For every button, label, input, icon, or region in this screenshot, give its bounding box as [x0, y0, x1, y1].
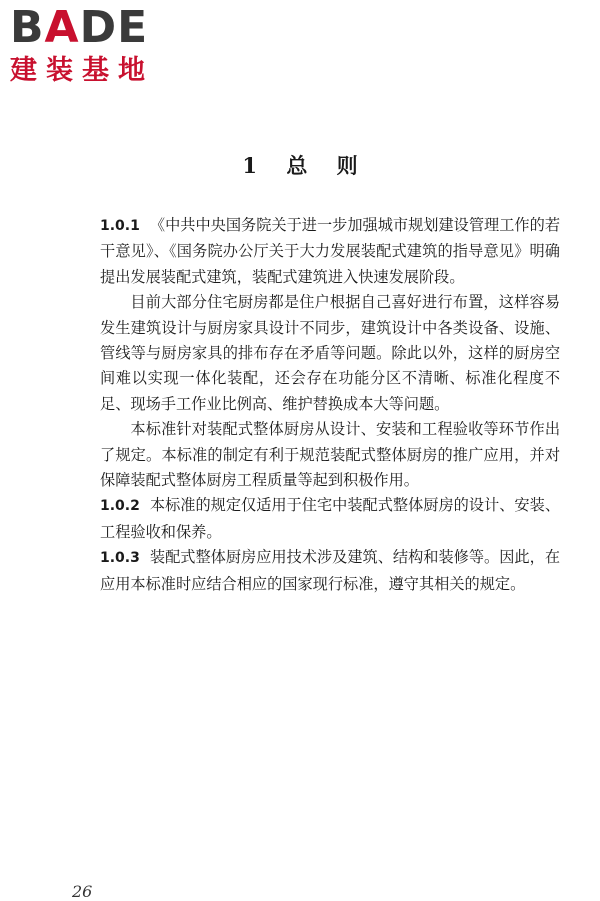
clause-text: 装配式整体厨房应用技术涉及建筑、结构和装修等。因此，在应用本标准时应结合相应的国家现行标准，遵守其相关的规定。	[100, 548, 560, 593]
clause-1-0-3	[100, 545, 560, 597]
clause-number: 1.0.1	[100, 218, 140, 234]
document-body	[100, 213, 560, 597]
logo-wordmark: BADE	[10, 2, 149, 53]
clause-number: 1.0.3	[100, 550, 140, 567]
clause-paragraph: 本标准针对装配式整体厨房从设计、安装和工程验收等环节作出了规定。本标准的制定有利于规范装配式整体厨房的推广应用，并对保障装配式整体厨房工程质量等起到积极作用。	[100, 420, 560, 490]
clause-number: 1.0.2	[100, 498, 140, 515]
clause-1-0-2	[100, 493, 560, 545]
page-number: 26	[72, 882, 93, 901]
chapter-name: 总 则	[286, 153, 358, 178]
clause-paragraph: 目前大部分住宅厨房都是住户根据自己喜好进行布置，这样容易发生建筑设计与厨房家具设计不同步，建筑设计中各类设备、设施、管线等与厨房家具的排布存在矛盾等问题。除此以外，这样的厨房空间难以实现一体化装配，还会存在功能分区不清晰、标准化程度不足、现场手工作业比例高、维护替换成本大等问题。	[100, 293, 560, 413]
chapter-title	[0, 150, 600, 180]
logo-subtitle: 建装基地	[10, 55, 154, 86]
clause-text: 《中共中央国务院关于进一步加强城市规划建设管理工作的若干意见》、《国务院办公厅关于大力发展装配式建筑的指导意见》明确提出发展装配式建筑，装配式建筑进入快速发展阶段。	[100, 216, 560, 286]
chapter-number: 1	[242, 153, 257, 178]
clause-text: 本标准的规定仅适用于住宅中装配式整体厨房的设计、安装、工程验收和保养。	[100, 496, 560, 541]
clause-1-0-1	[100, 213, 560, 290]
bade-logo	[10, 2, 175, 86]
